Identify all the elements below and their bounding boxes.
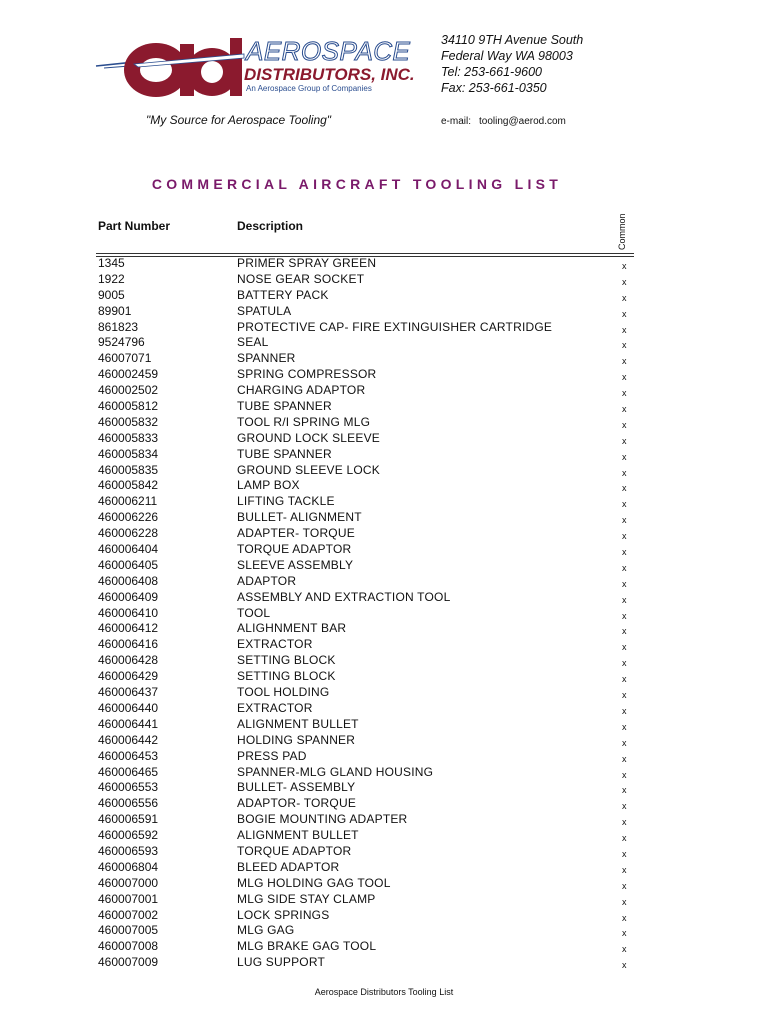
table-row [0,383,768,399]
description-cell: BATTERY PACK [237,287,329,302]
table-row [0,828,768,844]
table-row [0,765,768,781]
part-number-cell: 460006592 [98,828,159,843]
common-cell: x [622,928,627,939]
table-row [0,717,768,733]
part-number-cell: 460002459 [98,367,159,382]
common-cell: x [622,483,627,494]
part-number-cell: 1345 [98,256,125,270]
table-row [0,780,768,796]
part-number-cell: 460006416 [98,637,159,652]
company-address [441,32,583,96]
table-row [0,558,768,574]
common-cell: x [622,610,627,621]
common-cell: x [622,578,627,589]
common-cell: x [622,292,627,303]
part-number-cell: 460006412 [98,621,159,636]
part-number-cell: 46007071 [98,351,152,366]
description-cell: TOOL R/I SPRING MLG [237,414,371,429]
common-cell: x [622,642,627,653]
table-row [0,955,768,971]
part-number-cell: 460006428 [98,653,159,668]
part-number-cell: 460007001 [98,891,159,906]
description-cell: SPANNER [237,351,296,366]
common-cell: x [622,404,627,415]
common-cell: x [622,308,627,319]
table-row [0,351,768,367]
common-cell: x [622,324,627,335]
common-cell: x [622,769,627,780]
part-number-cell: 9005 [98,287,125,302]
common-cell: x [622,388,627,399]
header-common: Common [617,213,627,250]
logo-line3: An Aerospace Group of Companies [246,84,372,93]
tooling-table-body [0,256,768,971]
common-cell: x [622,896,627,907]
part-number-cell: 460006593 [98,843,159,858]
common-cell: x [622,658,627,669]
description-cell: ALIGNMENT BULLET [237,828,359,843]
part-number-cell: 1922 [98,271,125,286]
common-cell: x [622,419,627,430]
common-cell: x [622,435,627,446]
common-cell: x [622,848,627,859]
part-number-cell: 460006553 [98,780,159,795]
description-cell: TOOL HOLDING [237,685,330,700]
header-description: Description [237,219,304,233]
part-number-cell: 460006441 [98,716,159,731]
description-cell: TOOL [237,605,271,620]
part-number-cell: 460005835 [98,462,159,477]
description-cell: ADAPTOR- TORQUE [237,796,357,811]
part-number-cell: 460007000 [98,875,159,890]
tagline: "My Source for Aerospace Tooling" [146,113,332,127]
description-cell: BULLET- ALIGNMENT [237,510,362,525]
email-line [441,116,566,127]
page-footer: Aerospace Distributors Tooling List [314,987,454,997]
common-cell: x [622,737,627,748]
table-row [0,320,768,336]
fax-number: Fax: 253-661-0350 [441,81,547,95]
common-cell: x [622,785,627,796]
common-cell: x [622,690,627,701]
part-number-cell: 460006409 [98,589,159,604]
email-address[interactable]: tooling@aerod.com [479,116,566,127]
table-row [0,415,768,431]
table-row [0,574,768,590]
common-cell: x [622,356,627,367]
email-label: e-mail: [441,116,472,127]
table-row [0,606,768,622]
table-row [0,447,768,463]
description-cell: ASSEMBLY AND EXTRACTION TOOL [237,589,451,604]
table-row [0,510,768,526]
common-cell: x [622,801,627,812]
address-line2: Federal Way WA 98003 [441,49,573,63]
table-row [0,590,768,606]
common-cell: x [622,340,627,351]
description-cell: PRIMER SPRAY GREEN [237,256,377,270]
table-row [0,860,768,876]
table-row [0,367,768,383]
table-row [0,796,768,812]
logo-line1: AEROSPACE [246,36,411,66]
description-cell: MLG SIDE STAY CLAMP [237,891,376,906]
common-cell: x [622,912,627,923]
common-cell: x [622,562,627,573]
table-row [0,892,768,908]
part-number-cell: 460006591 [98,812,159,827]
table-row [0,637,768,653]
description-cell: CHARGING ADAPTOR [237,383,366,398]
table-row [0,685,768,701]
description-cell: PRESS PAD [237,748,307,763]
description-cell: BOGIE MOUNTING ADAPTER [237,812,408,827]
part-number-cell: 460006442 [98,732,159,747]
description-cell: EXTRACTOR [237,700,313,715]
table-row [0,478,768,494]
table-row [0,463,768,479]
table-row [0,335,768,351]
description-cell: PROTECTIVE CAP- FIRE EXTINGUISHER CARTRIDGE [237,319,553,334]
part-number-cell: 460006440 [98,700,159,715]
description-cell: SETTING BLOCK [237,653,336,668]
description-cell: MLG GAG [237,923,295,938]
part-number-cell: 460006437 [98,685,159,700]
common-cell: x [622,547,627,558]
table-row [0,812,768,828]
description-cell: TUBE SPANNER [237,446,332,461]
description-cell: TUBE SPANNER [237,399,332,414]
table-row [0,669,768,685]
description-cell: SPATULA [237,303,292,318]
part-number-cell: 460007002 [98,907,159,922]
table-row [0,304,768,320]
description-cell: EXTRACTOR [237,637,313,652]
common-cell: x [622,261,627,271]
common-cell: x [622,960,627,971]
part-number-cell: 460005833 [98,430,159,445]
table-row [0,431,768,447]
description-cell: LIFTING TACKLE [237,494,335,509]
part-number-cell: 460007009 [98,955,159,970]
part-number-cell: 460005812 [98,399,159,414]
common-cell: x [622,499,627,510]
table-row [0,526,768,542]
common-cell: x [622,372,627,383]
common-cell: x [622,880,627,891]
common-cell: x [622,531,627,542]
header-rule-top [96,253,634,254]
page-title: COMMERCIAL AIRCRAFT TOOLING LIST [151,176,563,192]
common-cell: x [622,594,627,605]
table-row [0,653,768,669]
part-number-cell: 460006408 [98,573,159,588]
common-cell: x [622,721,627,732]
description-cell: LOCK SPRINGS [237,907,330,922]
table-row [0,272,768,288]
part-number-cell: 460006453 [98,748,159,763]
part-number-cell: 460006429 [98,669,159,684]
description-cell: ADAPTOR [237,573,297,588]
common-cell: x [622,276,627,287]
header-part-number: Part Number [98,219,171,233]
description-cell: HOLDING SPANNER [237,732,356,747]
description-cell: GROUND SLEEVE LOCK [237,462,380,477]
common-cell: x [622,674,627,685]
table-row [0,256,768,272]
description-cell: MLG BRAKE GAG TOOL [237,939,377,954]
description-cell: BULLET- ASSEMBLY [237,780,356,795]
phone-number: Tel: 253-661-9600 [441,65,543,79]
description-cell: ALIGNMENT BULLET [237,716,359,731]
part-number-cell: 9524796 [98,335,145,350]
description-cell: NOSE GEAR SOCKET [237,271,365,286]
description-cell: TORQUE ADAPTOR [237,542,352,557]
description-cell: GROUND LOCK SLEEVE [237,430,380,445]
description-cell: TORQUE ADAPTOR [237,843,352,858]
part-number-cell: 460007008 [98,939,159,954]
description-cell: SPANNER-MLG GLAND HOUSING [237,764,434,779]
part-number-cell: 460006228 [98,526,159,541]
table-row [0,876,768,892]
description-cell: SPRING COMPRESSOR [237,367,377,382]
part-number-cell: 460006410 [98,605,159,620]
common-cell: x [622,515,627,526]
table-row [0,288,768,304]
part-number-cell: 460005832 [98,414,159,429]
common-cell: x [622,944,627,955]
part-number-cell: 460002502 [98,383,159,398]
description-cell: SLEEVE ASSEMBLY [237,557,354,572]
table-row [0,908,768,924]
common-cell: x [622,817,627,828]
common-cell: x [622,864,627,875]
part-number-cell: 460006465 [98,764,159,779]
description-cell: SETTING BLOCK [237,669,336,684]
description-cell: ALIGHNMENT BAR [237,621,347,636]
table-row [0,494,768,510]
part-number-cell: 460007005 [98,923,159,938]
part-number-cell: 460006556 [98,796,159,811]
part-number-cell: 460006226 [98,510,159,525]
common-cell: x [622,753,627,764]
company-logo [94,34,424,100]
common-cell: x [622,451,627,462]
table-row [0,621,768,637]
table-row [0,923,768,939]
description-cell: LAMP BOX [237,478,300,493]
part-number-cell: 460006405 [98,557,159,572]
description-cell: ADAPTER- TORQUE [237,526,355,541]
part-number-cell: 460005842 [98,478,159,493]
description-cell: LUG SUPPORT [237,955,325,970]
description-cell: BLEED ADAPTOR [237,859,340,874]
table-row [0,701,768,717]
table-row [0,939,768,955]
common-cell: x [622,705,627,716]
part-number-cell: 460006211 [98,494,158,509]
part-number-cell: 460006804 [98,859,159,874]
table-row [0,399,768,415]
part-number-cell: 89901 [98,303,132,318]
logo-line2: DISTRIBUTORS, INC. [244,65,415,84]
part-number-cell: 460005834 [98,446,159,461]
table-row [0,749,768,765]
description-cell: MLG HOLDING GAG TOOL [237,875,391,890]
table-row [0,844,768,860]
table-row [0,542,768,558]
common-cell: x [622,833,627,844]
description-cell: SEAL [237,335,269,350]
common-cell: x [622,467,627,478]
table-row [0,733,768,749]
address-line1: 34110 9TH Avenue South [441,33,584,47]
part-number-cell: 460006404 [98,542,159,557]
common-cell: x [622,626,627,637]
part-number-cell: 861823 [98,319,139,334]
